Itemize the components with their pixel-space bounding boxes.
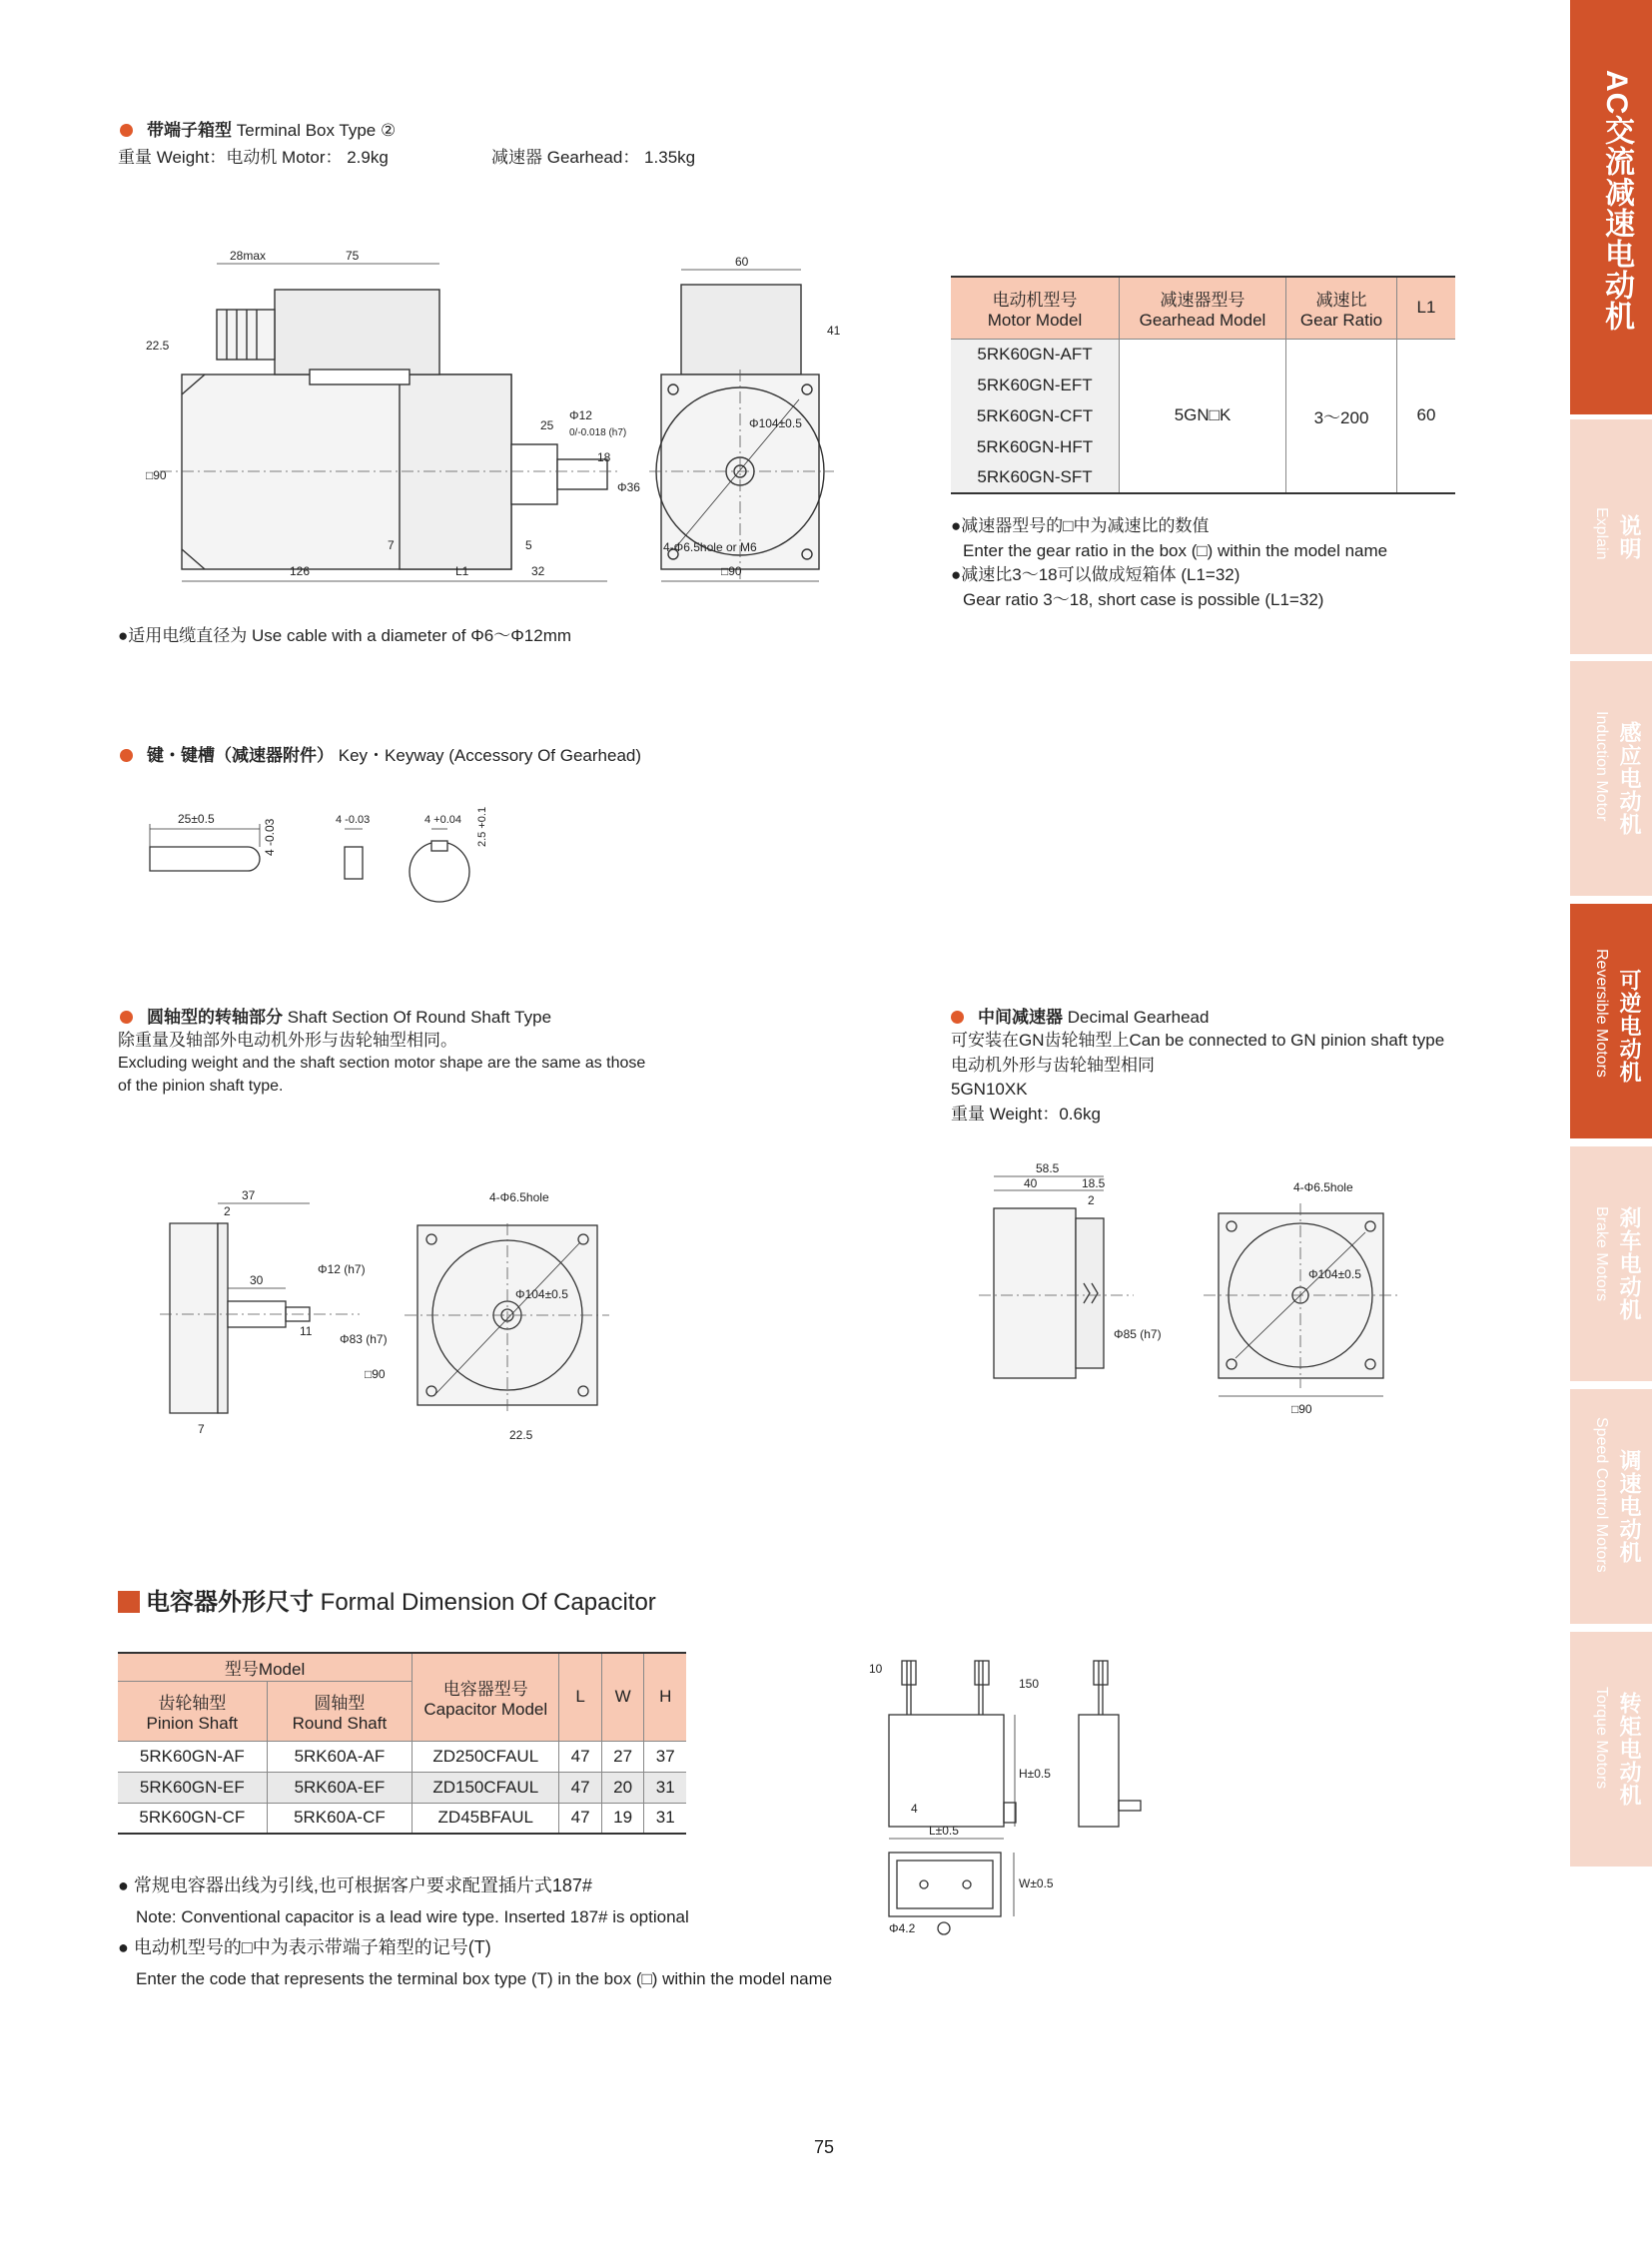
- terminal-box-weight-motor: 重量 Weight：电动机 Motor： 2.9kg: [118, 148, 389, 167]
- col-l: L: [559, 1653, 602, 1741]
- col-l1: L1: [1416, 298, 1436, 318]
- round-shaft-desc: [118, 1029, 645, 1098]
- table-cell: 5RK60GN-HFT: [951, 431, 1120, 462]
- capacitor-notes: [118, 1870, 832, 1994]
- dim-phi12-tol: 0/-0.018 (h7): [569, 427, 627, 438]
- tab-induction-zh: 感应电动机: [1617, 721, 1642, 836]
- dim-rs-90: □90: [365, 1367, 386, 1381]
- dim-rs-hole: 4-Φ6.5hole: [489, 1190, 549, 1204]
- key-drawing: [140, 799, 539, 909]
- col-round-shaft: 圆轴型 Round Shaft: [267, 1681, 412, 1741]
- tab-reversible-zh: 可逆电动机: [1617, 969, 1642, 1084]
- dim-25: 25: [540, 418, 554, 432]
- table-cell: 5RK60GN-EF: [118, 1772, 267, 1803]
- key-title-en: Key・Keyway (Accessory Of Gearhead): [338, 746, 642, 765]
- cable-note: ●适用电缆直径为 Use cable with a diameter of Φ6～Φ12mm: [118, 626, 572, 645]
- note-line: ●减速器型号的□中为减速比的数值: [951, 516, 1210, 535]
- terminal-box-weight-gearhead: 减速器 Gearhead： 1.35kg: [491, 148, 696, 167]
- capacitor-drawing: [869, 1643, 1169, 1942]
- dim-cap-phi4-2: Φ4.2: [889, 1921, 916, 1935]
- tab-speed-zh: 调速电动机: [1617, 1449, 1642, 1564]
- table-cell: 31: [655, 1777, 675, 1797]
- tab-explain-zh: 说明: [1617, 514, 1642, 560]
- dim-cap-l: L±0.5: [929, 1824, 959, 1838]
- tab-brake-motors[interactable]: [1570, 1146, 1652, 1381]
- col-gear-ratio: 减速比 Gear Ratio: [1286, 277, 1397, 339]
- bullet-icon: [120, 124, 133, 137]
- key-heading: [120, 741, 641, 766]
- dim-dg-2: 2: [1088, 1193, 1095, 1207]
- round-shaft-heading: [120, 1003, 551, 1028]
- note-line: Enter the gear ratio in the box (□) within the model name: [963, 540, 1388, 560]
- tab-induction-motor[interactable]: [1570, 661, 1652, 896]
- dim-32: 32: [531, 564, 545, 578]
- tab-brake-en: Brake Motors: [1593, 1206, 1610, 1302]
- dim-18: 18: [597, 450, 611, 464]
- dim-phi12: Φ12: [569, 408, 592, 422]
- spec-notes: [951, 514, 1387, 612]
- note-line: ● 常规电容器出线为引线,也可根据客户要求配置插片式187#: [118, 1875, 592, 1895]
- terminal-box-title-zh: 带端子箱型: [147, 121, 232, 140]
- terminal-box-title-en: Terminal Box Type ②: [236, 121, 397, 140]
- dim-key-4c: 4 +0.04: [424, 814, 462, 826]
- dim-rs-phi12: Φ12 (h7): [318, 1262, 366, 1276]
- table-cell: 47: [559, 1772, 602, 1803]
- tab-brake-zh: 刹车电动机: [1617, 1206, 1642, 1321]
- table-cell: 5RK60A-AF: [267, 1741, 412, 1772]
- desc-line: 电动机外形与齿轮轴型相同: [951, 1055, 1155, 1075]
- dim-L1: L1: [455, 564, 469, 578]
- table-cell: 37: [655, 1746, 675, 1766]
- capacitor-title-en: Formal Dimension Of Capacitor: [320, 1589, 656, 1616]
- dim-28max: 28max: [230, 250, 267, 263]
- desc-line: of the pinion shaft type.: [118, 1078, 284, 1095]
- terminal-box-heading: [120, 116, 396, 141]
- dim-5: 5: [525, 538, 532, 552]
- capacitor-table: [118, 1652, 686, 1835]
- dim-rs-22-5: 22.5: [509, 1428, 533, 1442]
- dim-dg-hole: 4-Φ6.5hole: [1293, 1180, 1353, 1194]
- capacitor-heading: [118, 1582, 656, 1617]
- model-spec-table: [951, 276, 1455, 494]
- desc-line: 重量 Weight：0.6kg: [951, 1104, 1101, 1123]
- table-cell: 5RK60GN-EFT: [951, 370, 1120, 400]
- table-cell: ZD250CFAUL: [413, 1741, 559, 1772]
- decimal-title-en: Decimal Gearhead: [1067, 1008, 1210, 1027]
- dim-dg-18-5: 18.5: [1082, 1176, 1106, 1190]
- tab-torque-motors[interactable]: [1570, 1632, 1652, 1867]
- dim-dg-phi85: Φ85 (h7): [1114, 1327, 1162, 1341]
- dim-cap-h: H±0.5: [1019, 1767, 1051, 1781]
- table-cell: 5RK60GN-SFT: [951, 462, 1120, 493]
- dim-phi104: Φ104±0.5: [749, 416, 802, 430]
- desc-line: 除重量及轴部外电动机外形与齿轮轴型相同。: [118, 1031, 457, 1050]
- tab-reversible-motors[interactable]: [1570, 904, 1652, 1138]
- tab-explain-en: Explain: [1593, 507, 1610, 560]
- note-line: Enter the code that represents the terminal box type (T) in the box (□) within the model name: [136, 1969, 833, 1988]
- desc-line: 5GN10XK: [951, 1080, 1028, 1099]
- dim-dg-58-5: 58.5: [1036, 1161, 1060, 1175]
- dim-rs-phi83: Φ83 (h7): [340, 1332, 388, 1346]
- note-line: ● 电动机型号的□中为表示带端子箱型的记号(T): [118, 1937, 491, 1957]
- table-cell: 27: [601, 1741, 644, 1772]
- col-h: H: [659, 1687, 672, 1707]
- dim-rs-30: 30: [250, 1273, 264, 1287]
- col-capacitor-model: 电容器型号 Capacitor Model: [413, 1653, 559, 1741]
- dim-dg-90: □90: [1291, 1402, 1312, 1416]
- tab-speed-control-motors[interactable]: [1570, 1389, 1652, 1624]
- tab-explain[interactable]: [1570, 419, 1652, 654]
- side-navigation: [1570, 0, 1652, 2241]
- dim-dg-phi104: Φ104±0.5: [1308, 1267, 1361, 1281]
- dim-key-4a: 4 -0.03: [263, 818, 277, 856]
- table-cell: 5RK60GN-AFT: [951, 339, 1120, 370]
- table-cell: 5GN□K: [1120, 339, 1286, 493]
- table-cell: ZD45BFAUL: [413, 1803, 559, 1834]
- key-title-zh: 键・键槽（减速器附件）: [147, 746, 334, 765]
- table-cell: 5RK60GN-CF: [118, 1803, 267, 1834]
- note-line: Note: Conventional capacitor is a lead wire type. Inserted 187# is optional: [136, 1907, 689, 1926]
- page-number: 75: [814, 2137, 835, 2157]
- dim-126: 126: [290, 564, 311, 578]
- note-line: ●减速比3～18可以做成短箱体 (L1=32): [951, 565, 1240, 584]
- table-cell: 47: [559, 1803, 602, 1834]
- tab-reversible-en: Reversible Motors: [1593, 949, 1610, 1078]
- round-shaft-title-en: Shaft Section Of Round Shaft Type: [287, 1008, 552, 1027]
- table-cell: ZD150CFAUL: [413, 1772, 559, 1803]
- col-gearhead-model: 减速器型号 Gearhead Model: [1120, 277, 1286, 339]
- decimal-desc: [951, 1029, 1444, 1126]
- decimal-drawing: [974, 1158, 1423, 1418]
- dim-key-25: 25±0.5: [178, 812, 215, 826]
- tab-speed-en: Speed Control Motors: [1593, 1417, 1610, 1573]
- decimal-title-zh: 中间减速器: [978, 1008, 1063, 1027]
- dim-hole: 4-Φ6.5hole or M6: [663, 540, 757, 554]
- table-cell: 3～200: [1286, 339, 1397, 493]
- terminal-box-drawing: [100, 250, 859, 589]
- table-cell: 5RK60A-CF: [267, 1803, 412, 1834]
- dim-rs-37: 37: [242, 1188, 256, 1202]
- section-marker-icon: [118, 1591, 140, 1613]
- bullet-icon: [951, 1011, 964, 1024]
- desc-line: Excluding weight and the shaft section motor shape are the same as those: [118, 1055, 646, 1072]
- sidebar-category-tab[interactable]: [1570, 0, 1652, 414]
- desc-line: 可安装在GN齿轮轴型上Can be connected to GN pinion shaft type: [951, 1031, 1445, 1050]
- dim-22-5: 22.5: [146, 339, 170, 353]
- dim-dg-40: 40: [1024, 1176, 1038, 1190]
- dim-phi36: Φ36: [617, 480, 640, 494]
- round-shaft-title-zh: 圆轴型的转轴部分: [147, 1008, 283, 1027]
- tab-induction-en: Induction Motor: [1593, 711, 1610, 822]
- table-row: [118, 1803, 686, 1834]
- dim-rs-phi104: Φ104±0.5: [515, 1287, 568, 1301]
- table-cell: 31: [655, 1808, 675, 1828]
- dim-41: 41: [827, 324, 841, 338]
- dim-rs-11: 11: [300, 1324, 313, 1338]
- round-shaft-drawing: [160, 1183, 619, 1453]
- dim-cap-4: 4: [911, 1802, 918, 1816]
- dim-rs-2: 2: [224, 1204, 231, 1218]
- note-line: Gear ratio 3～18, short case is possible (L1=32): [963, 589, 1324, 609]
- tab-torque-zh: 转矩电动机: [1617, 1692, 1642, 1807]
- dim-90: □90: [146, 468, 167, 482]
- dim-7: 7: [388, 538, 395, 552]
- table-cell: 5RK60A-EF: [267, 1772, 412, 1803]
- sidebar-category-label: AC交流减速电动机: [1600, 70, 1633, 333]
- dim-cap-150: 150: [1019, 1677, 1040, 1691]
- dim-rs-7: 7: [198, 1422, 205, 1436]
- col-pinion-shaft: 齿轮轴型 Pinion Shaft: [118, 1681, 267, 1741]
- dim-60: 60: [735, 255, 749, 269]
- table-row: [118, 1772, 686, 1803]
- table-cell: 5RK60GN-AF: [118, 1741, 267, 1772]
- col-w: W: [601, 1653, 644, 1741]
- tab-torque-en: Torque Motors: [1593, 1687, 1610, 1790]
- dim-90b: □90: [721, 564, 742, 578]
- dim-75: 75: [346, 250, 360, 263]
- table-cell: 47: [559, 1741, 602, 1772]
- bullet-icon: [120, 749, 133, 762]
- table-cell: 60: [1416, 405, 1436, 425]
- dim-cap-w: W±0.5: [1019, 1876, 1054, 1890]
- dim-key-4b: 4 -0.03: [336, 814, 371, 826]
- col-group-model: 型号Model: [118, 1653, 413, 1681]
- col-motor-model: 电动机型号 Motor Model: [951, 277, 1120, 339]
- dim-cap-10: 10: [869, 1662, 883, 1676]
- table-cell: 19: [601, 1803, 644, 1834]
- decimal-heading: [951, 1003, 1209, 1028]
- table-row: [118, 1741, 686, 1772]
- table-cell: 5RK60GN-CFT: [951, 400, 1120, 431]
- bullet-icon: [120, 1011, 133, 1024]
- capacitor-title-zh: 电容器外形尺寸: [146, 1589, 314, 1616]
- table-cell: 20: [601, 1772, 644, 1803]
- dim-key-2-5: 2.5 +0.1: [476, 806, 488, 847]
